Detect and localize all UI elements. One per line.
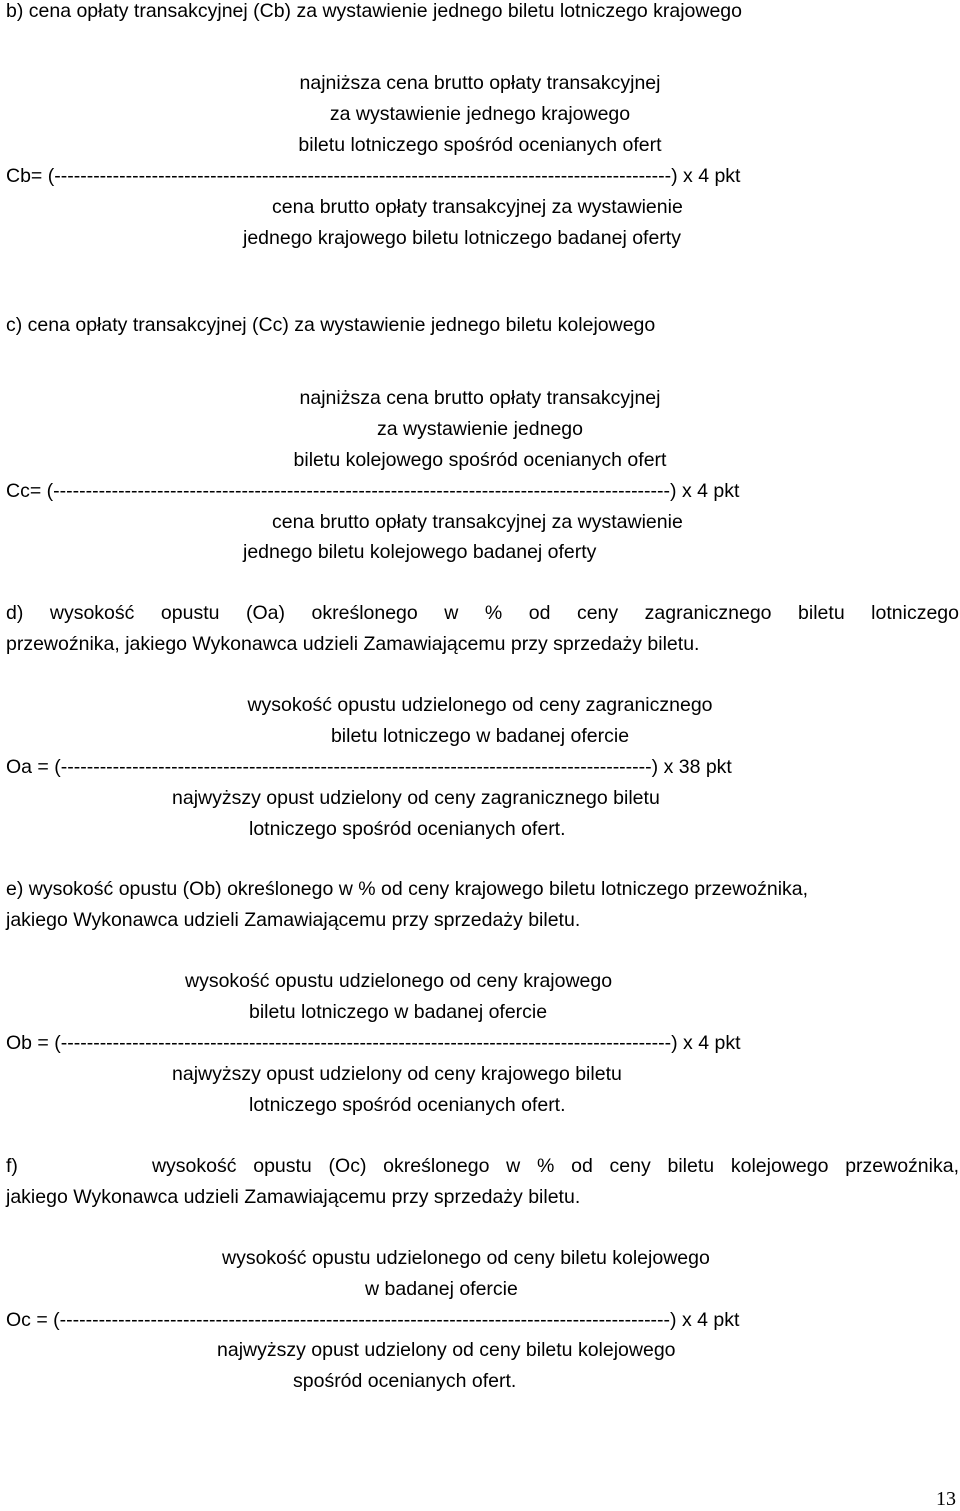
section-d-denominator-line-2: lotniczego spośród ocenianych ofert.	[249, 818, 566, 840]
section-e-denominator-line-2: lotniczego spośród ocenianych ofert.	[249, 1094, 566, 1116]
section-e-formula: Ob = (----------------------------------------------------------------------------------------------) x 4 pkt	[6, 1032, 741, 1054]
section-e-paragraph-line-1: e) wysokość opustu (Ob) określonego w % od ceny krajowego biletu lotniczego przewoźnika,	[6, 878, 809, 900]
section-b-numerator-line-1: najniższa cena brutto opłaty transakcyjnej	[299, 72, 661, 94]
section-e-numerator-line-2: biletu lotniczego w badanej ofercie	[249, 1001, 548, 1023]
section-b-numerator-line-3: biletu lotniczego spośród ocenianych ofert	[298, 134, 662, 156]
section-d-numerator-line-1: wysokość opustu udzielonego od ceny zagranicznego	[247, 694, 713, 716]
section-d-paragraph-line-1: d) wysokość opustu (Oa) określonego w % od ceny zagranicznego biletu lotniczego	[6, 602, 959, 624]
section-c-denominator-line-1: cena brutto opłaty transakcyjnej za wystawienie	[272, 511, 683, 533]
section-b-heading: b) cena opłaty transakcyjnej (Cb) za wystawienie jednego biletu lotniczego krajowego	[6, 0, 742, 22]
section-b-denominator-line-1: cena brutto opłaty transakcyjnej za wystawienie	[272, 196, 683, 218]
section-c-numerator-line-2: za wystawienie jednego	[377, 418, 583, 440]
section-d-denominator-line-1: najwyższy opust udzielony od ceny zagranicznego biletu	[172, 787, 660, 809]
section-e-paragraph-line-2: jakiego Wykonawca udzieli Zamawiającemu przy sprzedaży biletu.	[6, 909, 581, 931]
section-c-formula: Cc= (-----------------------------------------------------------------------------------------------) x 4 pkt	[6, 480, 740, 502]
section-c-numerator-line-3: biletu kolejowego spośród ocenianych ofert	[293, 449, 667, 471]
section-e-numerator-line-1: wysokość opustu udzielonego od ceny krajowego	[185, 970, 613, 992]
section-b-denominator-line-2: jednego krajowego biletu lotniczego badanej oferty	[243, 227, 681, 249]
section-b-formula: Cb= (-----------------------------------------------------------------------------------------------) x 4 pkt	[6, 165, 741, 187]
section-e-denominator-line-1: najwyższy opust udzielony od ceny krajowego biletu	[172, 1063, 622, 1085]
section-f-numerator-line-2: w badanej ofercie	[365, 1278, 518, 1300]
section-f-paragraph-line-1: f) wysokość opustu (Oc) określonego w % od ceny biletu kolejowego przewoźnika,	[6, 1155, 959, 1177]
section-d-formula: Oa = (-------------------------------------------------------------------------------------------) x 38 pkt	[6, 756, 732, 778]
section-f-denominator-line-2: spośród ocenianych ofert.	[293, 1370, 517, 1392]
section-f-paragraph-line-2: jakiego Wykonawca udzieli Zamawiającemu przy sprzedaży biletu.	[6, 1186, 581, 1208]
section-f-numerator-line-1: wysokość opustu udzielonego od ceny biletu kolejowego	[222, 1247, 710, 1269]
section-c-denominator-line-2: jednego biletu kolejowego badanej oferty	[243, 541, 597, 563]
section-f-denominator-line-1: najwyższy opust udzielony od ceny biletu kolejowego	[217, 1339, 676, 1361]
section-b-numerator-line-2: za wystawienie jednego krajowego	[329, 103, 631, 125]
section-d-numerator-line-2: biletu lotniczego w badanej ofercie	[330, 725, 630, 747]
section-f-formula: Oc = (----------------------------------------------------------------------------------------------) x 4 pkt	[6, 1309, 740, 1331]
page-number: 13	[936, 1488, 956, 1510]
section-d-paragraph-line-2: przewoźnika, jakiego Wykonawca udzieli Zamawiającemu przy sprzedaży biletu.	[6, 633, 700, 655]
section-c-numerator-line-1: najniższa cena brutto opłaty transakcyjnej	[299, 387, 661, 409]
section-c-heading: c) cena opłaty transakcyjnej (Cc) za wystawienie jednego biletu kolejowego	[6, 314, 656, 336]
